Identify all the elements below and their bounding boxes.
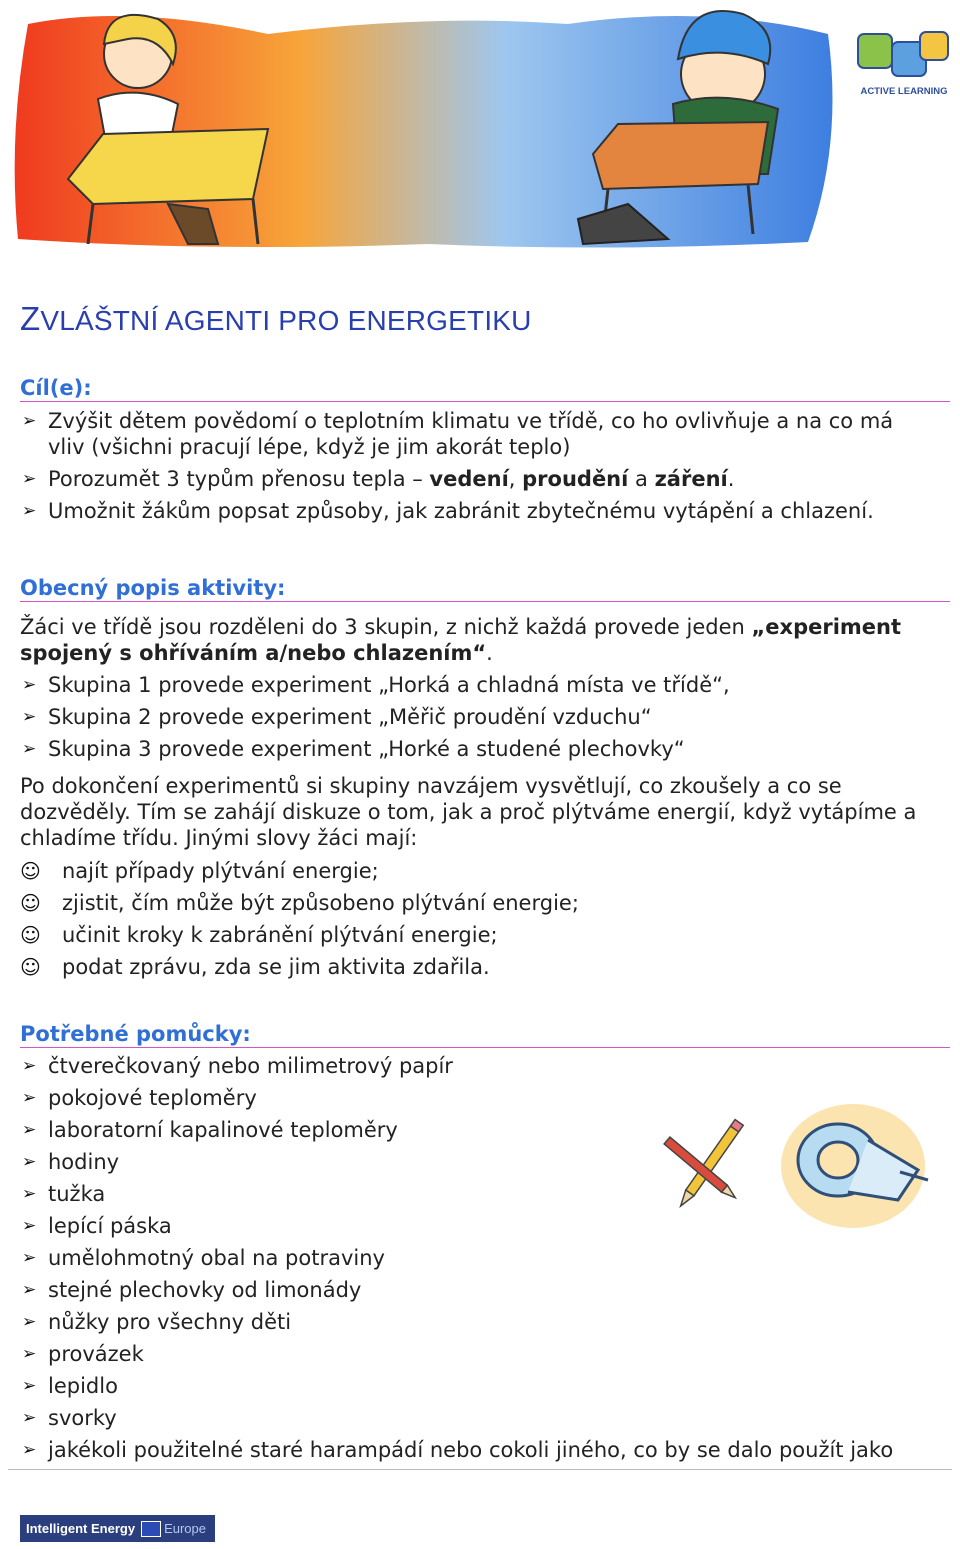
overview-intro: Žáci ve třídě jsou rozděleni do 3 skupin, z nichž každá provede jeden „experiment spojený s ohříváním a/nebo chlazením“. bbox=[20, 615, 902, 665]
arrow-bullet-icon: ➢ bbox=[22, 1216, 37, 1236]
material-item: ➢ lepidlo bbox=[20, 1370, 950, 1402]
arrow-bullet-icon: ➢ bbox=[22, 1344, 37, 1364]
material-item: ➢ pokojové teploměry bbox=[20, 1082, 950, 1114]
smiley-icon: ☺ bbox=[20, 891, 41, 915]
arrow-bullet-icon: ➢ bbox=[22, 707, 37, 727]
smiley-icon: ☺ bbox=[20, 859, 41, 883]
material-item: ➢ svorky bbox=[20, 1402, 950, 1434]
arrow-bullet-icon: ➢ bbox=[22, 1408, 37, 1428]
groups-list bbox=[20, 669, 950, 765]
arrow-bullet-icon: ➢ bbox=[22, 1248, 37, 1268]
overview-after: Po dokončení experimentů si skupiny navzájem vysvětlují, co zkoušely a co se dozvěděly. Tím se zahájí diskuze o tom, jak a proč plýtváme energií, když vytápíme a chladíme třídu. Jinými slovy žáci mají: bbox=[20, 774, 917, 850]
title-rest: VLÁŠTNÍ AGENTI PRO ENERGETIKU bbox=[40, 305, 532, 336]
arrow-bullet-icon: ➢ bbox=[22, 1088, 37, 1108]
material-item: ➢ provázek bbox=[20, 1338, 950, 1370]
arrow-bullet-icon: ➢ bbox=[22, 1184, 37, 1204]
goal-item: ➢ Zvýšit dětem povědomí o teplotním klimatu ve třídě, co ho ovlivňuje a na co má vliv (všichni pracují lépe, když je jim akorát teplo) bbox=[22, 409, 894, 459]
goal-item: ➢ Porozumět 3 typům přenosu tepla – vedení, proudění a záření. bbox=[20, 463, 950, 495]
page-title bbox=[20, 300, 532, 338]
smiley-icon: ☺ bbox=[20, 923, 41, 947]
group-item: ➢ Skupina 2 provede experiment „Měřič proudění vzduchu“ bbox=[20, 701, 950, 733]
material-item: ➢ lepící páska bbox=[20, 1210, 950, 1242]
group-item: ➢ Skupina 3 provede experiment „Horké a studené plechovky“ bbox=[20, 733, 950, 765]
materials-section bbox=[20, 1022, 950, 1466]
material-item: ➢ čtverečkovaný nebo milimetrový papír bbox=[20, 1050, 950, 1082]
footer-brand: Intelligent Energy bbox=[26, 1521, 136, 1536]
smiley-icon: ☺ bbox=[20, 955, 41, 979]
overview-section bbox=[20, 576, 950, 983]
arrow-bullet-icon: ➢ bbox=[22, 739, 37, 759]
materials-heading: Potřebné pomůcky: bbox=[20, 1022, 950, 1048]
footer-rule bbox=[8, 1469, 952, 1470]
arrow-bullet-icon: ➢ bbox=[22, 1120, 37, 1140]
material-item: ➢ tužka bbox=[20, 1178, 950, 1210]
footer-region: Europe bbox=[164, 1521, 206, 1536]
task-item: ☺ učinit kroky k zabránění plýtvání energie; bbox=[20, 919, 950, 951]
material-item: ➢ laboratorní kapalinové teploměry bbox=[20, 1114, 950, 1146]
arrow-bullet-icon: ➢ bbox=[22, 1376, 37, 1396]
arrow-bullet-icon: ➢ bbox=[22, 469, 37, 489]
logo-text: ACTIVE LEARNING bbox=[860, 86, 948, 97]
tape-dispenser-icon bbox=[778, 1100, 938, 1232]
intelligent-energy-europe-logo bbox=[20, 1515, 215, 1542]
title-first-letter: Z bbox=[20, 300, 41, 337]
material-item: ➢ stejné plechovky od limonády bbox=[20, 1274, 950, 1306]
arrow-bullet-icon: ➢ bbox=[22, 1056, 37, 1076]
arrow-bullet-icon: ➢ bbox=[22, 1152, 37, 1172]
arrow-bullet-icon: ➢ bbox=[22, 1312, 37, 1332]
material-item: ➢ hodiny bbox=[20, 1146, 950, 1178]
goal-item: ➢ Umožnit žákům popsat způsoby, jak zabránit zbytečnému vytápění a chlazení. bbox=[20, 495, 950, 527]
eu-flag-icon bbox=[141, 1521, 161, 1537]
material-item: ➢ jakékoli použitelné staré harampádí nebo cokoli jiného, co by se dalo použít jako bbox=[20, 1434, 950, 1466]
task-item: ☺ zjistit, čím může být způsobeno plýtvání energie; bbox=[20, 887, 950, 919]
task-item: ☺ podat zprávu, zda se jim aktivita zdařila. bbox=[20, 951, 950, 983]
tasks-list bbox=[20, 855, 950, 983]
task-item: ☺ najít případy plýtvání energie; bbox=[20, 855, 950, 887]
overview-heading: Obecný popis aktivity: bbox=[20, 576, 950, 602]
group-item: ➢ Skupina 1 provede experiment „Horká a chladná místa ve třídě“, bbox=[20, 669, 950, 701]
arrow-bullet-icon: ➢ bbox=[22, 675, 37, 695]
arrow-bullet-icon: ➢ bbox=[22, 411, 37, 431]
arrow-bullet-icon: ➢ bbox=[22, 1440, 37, 1460]
material-item: ➢ umělohmotný obal na potraviny bbox=[20, 1242, 950, 1274]
goals-list bbox=[20, 405, 950, 527]
arrow-bullet-icon: ➢ bbox=[22, 1280, 37, 1300]
banner-illustration bbox=[8, 4, 838, 252]
material-item: ➢ nůžky pro všechny děti bbox=[20, 1306, 950, 1338]
active-learning-logo bbox=[852, 28, 956, 100]
goals-section bbox=[20, 376, 950, 527]
pencils-icon bbox=[655, 1118, 755, 1228]
arrow-bullet-icon: ➢ bbox=[22, 501, 37, 521]
goals-heading: Cíl(e): bbox=[20, 376, 950, 402]
